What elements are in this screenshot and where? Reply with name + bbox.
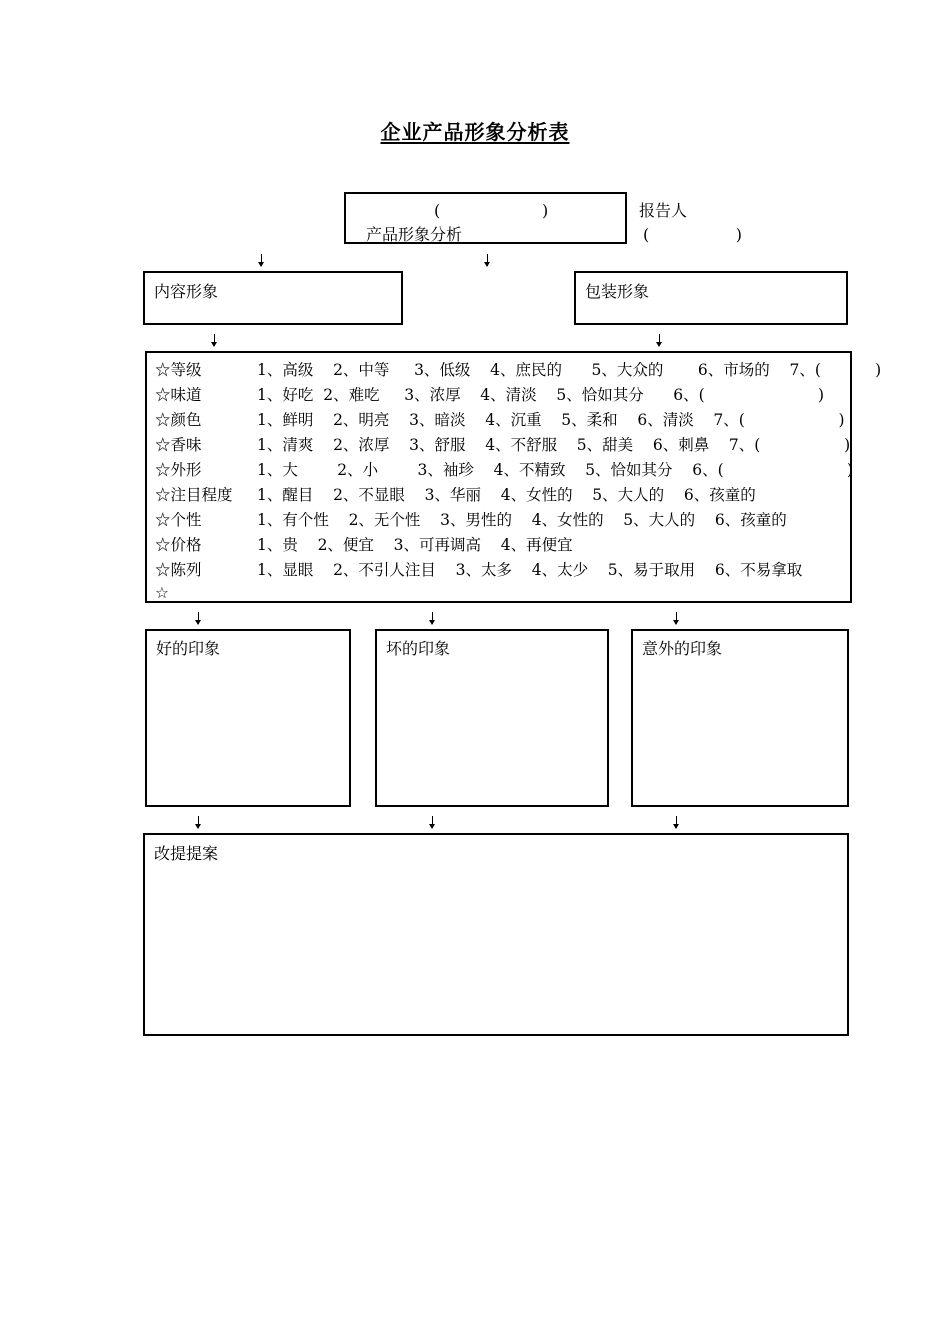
arrow-down (214, 334, 215, 346)
attribute-name: ☆价格 (155, 536, 202, 554)
bad-impression-box[interactable] (375, 629, 609, 807)
arrow-down (659, 334, 660, 346)
good-impression-label: 好的印象 (156, 639, 221, 658)
reporter-label: 报告人 (639, 201, 688, 220)
attribute-name: ☆等级 (155, 361, 202, 379)
attribute-options[interactable]: 1、鲜明 2、明亮 3、暗淡 4、沉重 5、柔和 6、清淡 7、( ) (257, 411, 845, 429)
attribute-name: ☆颜色 (155, 411, 202, 429)
content-image-box[interactable] (143, 271, 403, 325)
attribute-name: ☆ (155, 584, 169, 602)
package-image-label: 包装形象 (585, 282, 650, 301)
good-impression-box[interactable] (145, 629, 351, 807)
bad-impression-label: 坏的印象 (386, 639, 451, 658)
attribute-name: ☆香味 (155, 436, 202, 454)
arrow-down (676, 816, 677, 828)
suggestion-label: 改提提案 (154, 844, 219, 863)
attribute-name: ☆味道 (155, 386, 202, 404)
arrow-down (432, 816, 433, 828)
content-image-label: 内容形象 (154, 282, 219, 301)
attribute-options[interactable]: 1、高级 2、中等 3、低级 4、庶民的 5、大众的 6、市场的 7、( ) (257, 361, 882, 379)
product-name-paren: ( ) (434, 201, 549, 220)
reporter-paren[interactable]: ( ) (643, 225, 742, 244)
attribute-options[interactable]: 1、清爽 2、浓厚 3、舒服 4、不舒服 5、甜美 6、刺鼻 7、( ) (257, 436, 851, 454)
attribute-name: ☆外形 (155, 461, 202, 479)
attribute-options[interactable]: 1、贵 2、便宜 3、可再调高 4、再便宜 (257, 536, 573, 554)
suggestion-box[interactable] (143, 833, 849, 1036)
package-image-box[interactable] (574, 271, 848, 325)
product-analysis-box[interactable] (344, 192, 627, 244)
arrow-down (487, 254, 488, 266)
page-title: 企业产品形象分析表 (380, 120, 570, 144)
arrow-down (261, 254, 262, 266)
attribute-options[interactable]: 1、有个性 2、无个性 3、男性的 4、女性的 5、大人的 6、孩童的 (257, 511, 787, 529)
attribute-options[interactable]: 1、大 2、小 3、袖珍 4、不精致 5、恰如其分 6、( ) (257, 461, 853, 479)
attribute-name: ☆注目程度 (155, 486, 233, 504)
arrow-down (198, 612, 199, 624)
arrow-down (676, 612, 677, 624)
product-analysis-label: 产品形象分析 (366, 225, 463, 244)
attribute-options[interactable]: 1、好吃 2、难吃 3、浓厚 4、清淡 5、恰如其分 6、( ) (257, 386, 825, 404)
attribute-options[interactable]: 1、醒目 2、不显眼 3、华丽 4、女性的 5、大人的 6、孩童的 (257, 486, 756, 504)
unexpected-impression-label: 意外的印象 (642, 639, 723, 658)
attribute-name: ☆陈列 (155, 561, 202, 579)
attributes-box (145, 351, 882, 603)
arrow-down (198, 816, 199, 828)
arrow-down (432, 612, 433, 624)
attribute-name: ☆个性 (155, 511, 202, 529)
attribute-options[interactable]: 1、显眼 2、不引人注目 3、太多 4、太少 5、易于取用 6、不易拿取 (257, 561, 803, 579)
unexpected-impression-box[interactable] (631, 629, 849, 807)
